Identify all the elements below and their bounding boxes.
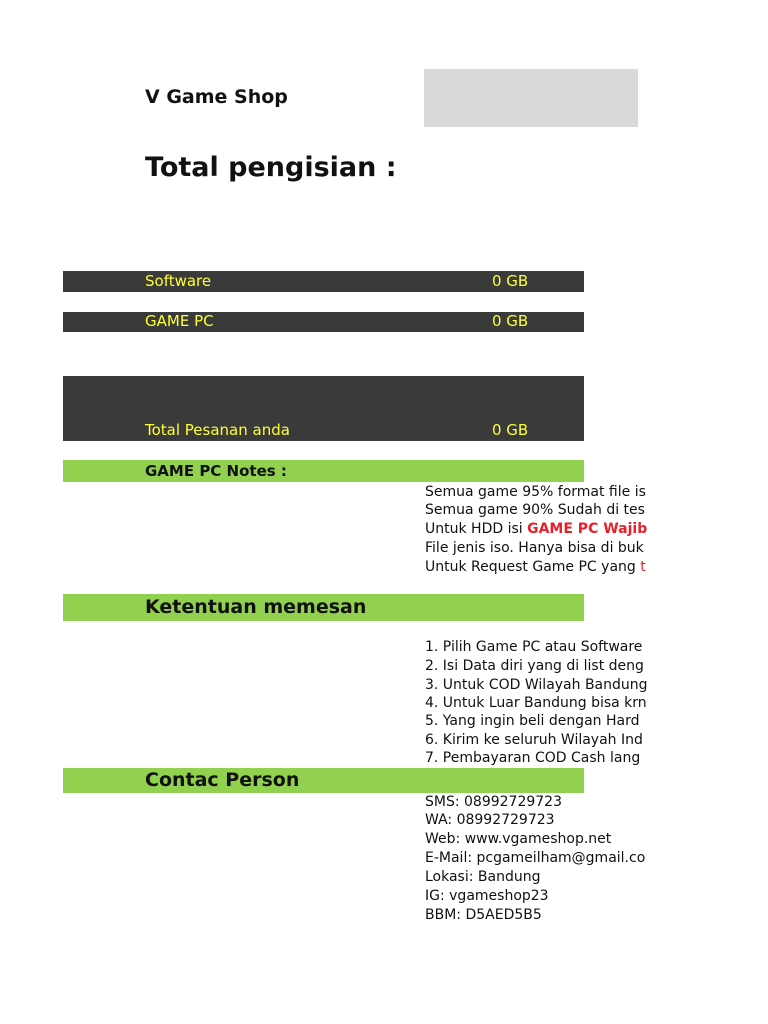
notes-line-5-highlight: t: [640, 559, 646, 575]
contact-instagram: IG: vgameshop23: [425, 888, 549, 904]
notes-line-4: File jenis iso. Hanya bisa di buk: [425, 540, 644, 556]
contact-header: Contac Person: [145, 769, 300, 791]
total-value: 0 GB: [492, 421, 529, 439]
notes-header-bar: [63, 460, 584, 482]
notes-line-3-highlight: GAME PC Wajib: [527, 521, 648, 537]
total-title: Total pengisian :: [145, 152, 397, 183]
notes-line-1: Semua game 95% format file is: [425, 484, 646, 500]
notes-line-5-text: Untuk Request Game PC yang: [425, 559, 641, 575]
contact-wa: WA: 08992729723: [425, 812, 555, 828]
ketentuan-header: Ketentuan memesan: [145, 596, 367, 618]
contact-location: Lokasi: Bandung: [425, 869, 541, 885]
ketentuan-item-3: 3. Untuk COD Wilayah Bandung: [425, 677, 648, 693]
ketentuan-item-5: 5. Yang ingin beli dengan Hard: [425, 713, 640, 729]
notes-header: GAME PC Notes :: [145, 462, 287, 480]
logo-placeholder: [424, 69, 638, 127]
ketentuan-item-4: 4. Untuk Luar Bandung bisa krn: [425, 695, 647, 711]
total-row: [63, 376, 584, 441]
notes-line-3-text: Untuk HDD isi: [425, 521, 528, 537]
contact-bbm: BBM: D5AED5B5: [425, 907, 542, 923]
ketentuan-item-1: 1. Pilih Game PC atau Software: [425, 639, 643, 655]
shop-name: V Game Shop: [145, 86, 288, 108]
ketentuan-item-2: 2. Isi Data diri yang di list deng: [425, 658, 644, 674]
notes-line-3: [425, 520, 647, 538]
notes-line-2: Semua game 90% Sudah di tes: [425, 502, 645, 518]
software-row: [63, 271, 584, 292]
software-value: 0 GB: [492, 272, 529, 290]
game-pc-row: [63, 312, 584, 332]
contact-header-bar: [63, 768, 584, 793]
contact-web: Web: www.vgameshop.net: [425, 831, 612, 847]
game-pc-value: 0 GB: [492, 312, 529, 330]
ketentuan-item-6: 6. Kirim ke seluruh Wilayah Ind: [425, 732, 643, 748]
contact-email: E-Mail: pcgameilham@gmail.co: [425, 850, 646, 866]
game-pc-label: GAME PC: [145, 312, 214, 330]
total-label: Total Pesanan anda: [145, 421, 290, 439]
contact-sms: SMS: 08992729723: [425, 794, 562, 810]
ketentuan-header-bar: [63, 594, 584, 621]
notes-line-5: [425, 558, 646, 576]
software-label: Software: [145, 272, 212, 290]
ketentuan-item-7: 7. Pembayaran COD Cash lang: [425, 750, 641, 766]
